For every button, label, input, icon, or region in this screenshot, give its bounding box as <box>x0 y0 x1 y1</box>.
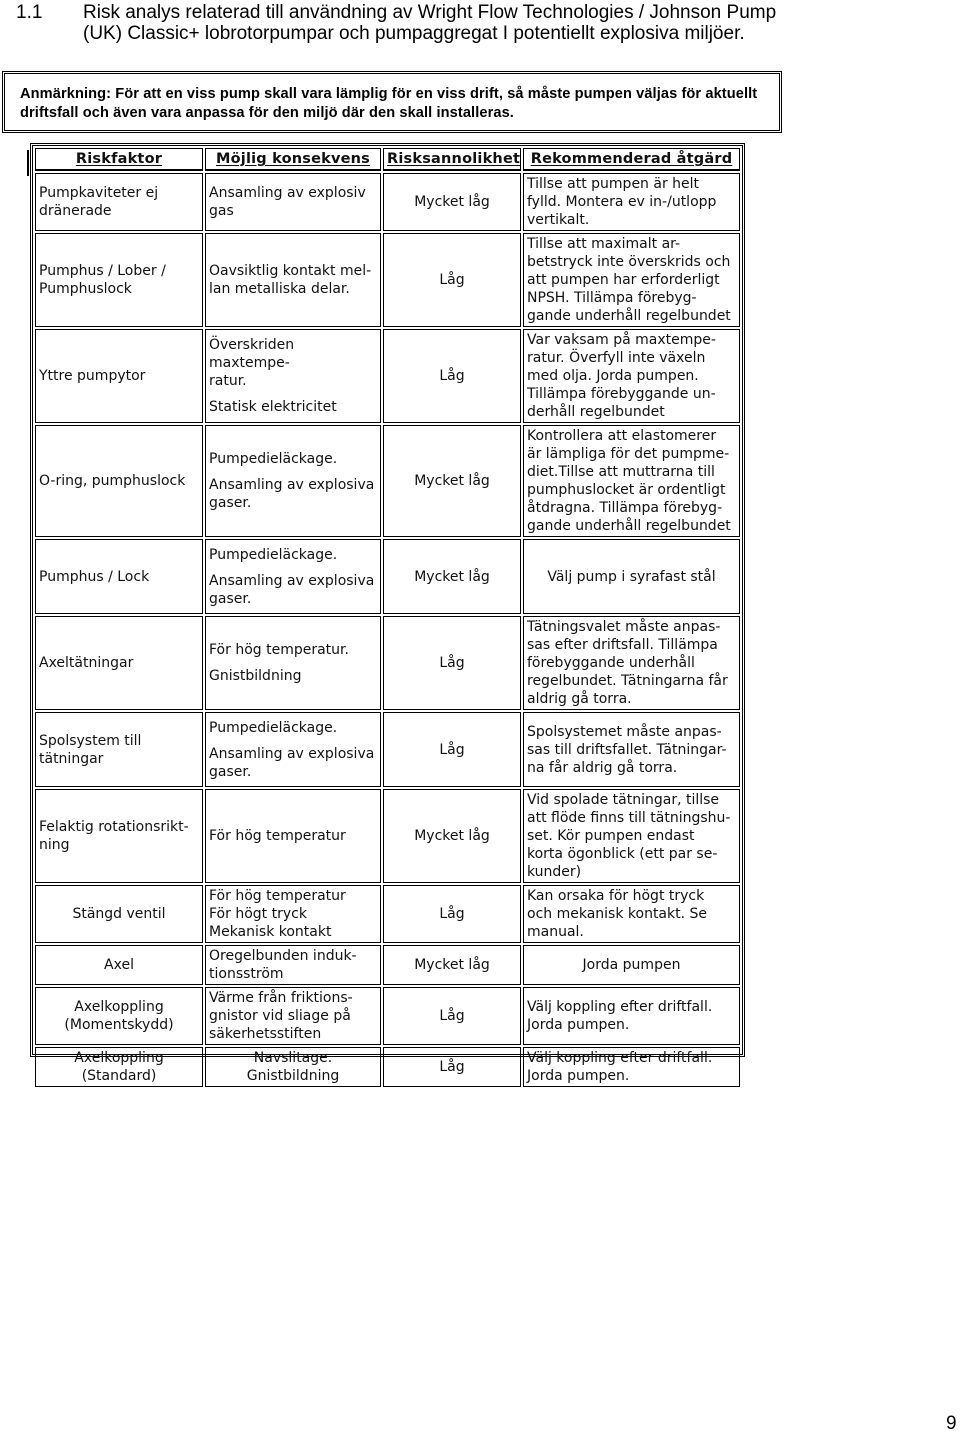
table-row <box>35 173 740 231</box>
note-label: Anmärkning <box>20 86 107 102</box>
header-riskfaktor: Riskfaktor <box>35 148 203 171</box>
table-row <box>35 539 740 614</box>
table-row <box>35 233 740 327</box>
cell-atgard: Välj koppling efter driftfall. Jorda pumpen. <box>523 1047 740 1087</box>
consequence-spacer <box>209 659 377 667</box>
cell-sannolikhet: Låg <box>383 1047 521 1087</box>
cell-sannolikhet: Mycket låg <box>383 945 521 985</box>
cell-atgard: Tillse att pumpen är helt fylld. Montera ev in-/utlopp vertikalt. <box>523 173 740 231</box>
cell-riskfaktor: Pumphus / Lober / Pumphuslock <box>35 233 203 327</box>
cell-riskfaktor: Spolsystem till tätningar <box>35 712 203 787</box>
consequence-text: Ansamling av explosiva gaser. <box>209 745 375 780</box>
cell-konsekvens <box>205 233 381 327</box>
cell-riskfaktor: Axelkoppling (Standard) <box>35 1047 203 1087</box>
cell-atgard: Kan orsaka för högt tryck och mekanisk kontakt. Se manual. <box>523 885 740 943</box>
consequence-spacer <box>209 468 377 476</box>
cell-konsekvens <box>205 425 381 537</box>
consequence-text: Oregelbunden induk- tionsström <box>209 948 357 982</box>
table-row <box>35 616 740 710</box>
consequence-text: För hög temperatur <box>209 828 346 844</box>
consequence-text: Ansamling av explosiva gaser. <box>209 477 375 511</box>
section-number: 1.1 <box>16 2 43 23</box>
consequence-text: För hög temperatur För högt tryck Mekanisk kontakt <box>209 888 346 940</box>
risk-table-frame <box>30 143 745 1084</box>
cell-riskfaktor: Axelkoppling (Momentskydd) <box>35 987 203 1045</box>
cell-sannolikhet: Mycket låg <box>383 173 521 231</box>
cell-sannolikhet: Låg <box>383 885 521 943</box>
table-row <box>35 789 740 883</box>
cell-konsekvens <box>205 712 381 787</box>
cell-konsekvens <box>205 173 381 231</box>
header-konsekvens: Möjlig konsekvens <box>205 148 381 171</box>
consequence-spacer <box>209 564 377 572</box>
table-header-row <box>35 148 740 171</box>
table-margin-mark <box>27 150 29 176</box>
consequence-text: För hög temperatur. <box>209 642 349 658</box>
cell-konsekvens <box>205 945 381 985</box>
cell-konsekvens <box>205 329 381 423</box>
cell-riskfaktor: Stängd ventil <box>35 885 203 943</box>
cell-riskfaktor: Felaktig rotationsrikt- ning <box>35 789 203 883</box>
cell-sannolikhet: Låg <box>383 712 521 787</box>
table-row <box>35 945 740 985</box>
consequence-text: Navslitage. Gnistbildning <box>246 1050 340 1084</box>
cell-sannolikhet: Låg <box>383 329 521 423</box>
cell-sannolikhet: Mycket låg <box>383 539 521 614</box>
note-box <box>2 71 782 133</box>
cell-atgard: Tillse att maximalt ar- betstryck inte överskrids och att pumpen har erforderligt NPSH. Tillämpa förebyg- gande underhåll regelbundet <box>523 233 740 327</box>
cell-konsekvens <box>205 539 381 614</box>
cell-riskfaktor: Axel <box>35 945 203 985</box>
header-atgard: Rekommenderad åtgärd <box>523 148 740 171</box>
section-title: Risk analys relaterad till användning av Wright Flow Technologies / Johnson Pump (UK) Classic+ lobrotorpumpar och pumpaggregat I potentiellt explosiva miljöer. <box>83 2 777 44</box>
consequence-text: Värme från friktions- gnistor vid sliage på säkerhetsstiften <box>209 990 353 1042</box>
cell-riskfaktor: Pumphus / Lock <box>35 539 203 614</box>
cell-atgard: Spolsystemet måste anpas- sas till driftsfallet. Tätningar- na får aldrig gå torra. <box>523 712 740 787</box>
cell-konsekvens <box>205 1047 381 1087</box>
risk-table <box>33 146 742 1089</box>
consequence-text: Ansamling av explosiva gaser. <box>209 572 375 607</box>
cell-sannolikhet: Låg <box>383 987 521 1045</box>
note-text-block <box>20 85 770 123</box>
cell-riskfaktor: Axeltätningar <box>35 616 203 710</box>
cell-atgard: Var vaksam på maxtempe- ratur. Överfyll inte växeln med olja. Jorda pumpen. Tillämpa förebyggande un- derhåll regelbundet <box>523 329 740 423</box>
cell-konsekvens <box>205 616 381 710</box>
table-body <box>35 173 740 1087</box>
consequence-text: Överskriden maxtempe- ratur. <box>209 337 295 389</box>
header-sannolikhet: Risksannolikhet <box>383 148 521 171</box>
page-number: 9 <box>946 1413 957 1434</box>
cell-sannolikhet: Låg <box>383 233 521 327</box>
consequence-text: Pumpedieläckage. <box>209 719 338 736</box>
consequence-text: Ansamling av explosiv gas <box>209 185 366 219</box>
table-row <box>35 329 740 423</box>
note-text: : För att en viss pump skall vara lämplig för en viss drift, så måste pumpen väljas för aktuellt driftsfall och även vara anpassa för den miljö där den skall installeras. <box>20 86 758 121</box>
table-row <box>35 1047 740 1087</box>
cell-riskfaktor: Yttre pumpytor <box>35 329 203 423</box>
consequence-spacer <box>209 737 377 745</box>
cell-atgard: Jorda pumpen <box>523 945 740 985</box>
cell-konsekvens <box>205 987 381 1045</box>
cell-konsekvens <box>205 789 381 883</box>
cell-riskfaktor: O-ring, pumphuslock <box>35 425 203 537</box>
table-row <box>35 712 740 787</box>
consequence-text: Pumpedieläckage. <box>209 546 338 563</box>
cell-atgard: Kontrollera att elastomerer är lämpliga för det pumpme- diet.Tillse att muttrarna till pumphuslocket är ordentligt åtdragna. Tillämpa förebyg- gande underhåll regelbundet <box>523 425 740 537</box>
cell-atgard: Välj pump i syrafast stål <box>523 539 740 614</box>
consequence-text: Pumpedieläckage. <box>209 451 338 467</box>
cell-atgard: Välj koppling efter driftfall. Jorda pumpen. <box>523 987 740 1045</box>
consequence-text: Gnistbildning <box>209 668 302 684</box>
consequence-text: Oavsiktlig kontakt mel- lan metalliska delar. <box>209 263 372 297</box>
cell-sannolikhet: Mycket låg <box>383 425 521 537</box>
table-row <box>35 987 740 1045</box>
cell-riskfaktor: Pumpkaviteter ej dränerade <box>35 173 203 231</box>
cell-atgard: Vid spolade tätningar, tillse att flöde finns till tätningshu- set. Kör pumpen endast korta ögonblick (ett par se- kunder) <box>523 789 740 883</box>
table-row <box>35 425 740 537</box>
consequence-spacer <box>209 390 377 398</box>
cell-atgard: Tätningsvalet måste anpas- sas efter driftsfall. Tillämpa förebyggande underhåll regelbundet. Tätningarna får aldrig gå torra. <box>523 616 740 710</box>
cell-sannolikhet: Låg <box>383 616 521 710</box>
cell-sannolikhet: Mycket låg <box>383 789 521 883</box>
cell-konsekvens <box>205 885 381 943</box>
table-row <box>35 885 740 943</box>
consequence-text: Statisk elektricitet <box>209 399 337 415</box>
